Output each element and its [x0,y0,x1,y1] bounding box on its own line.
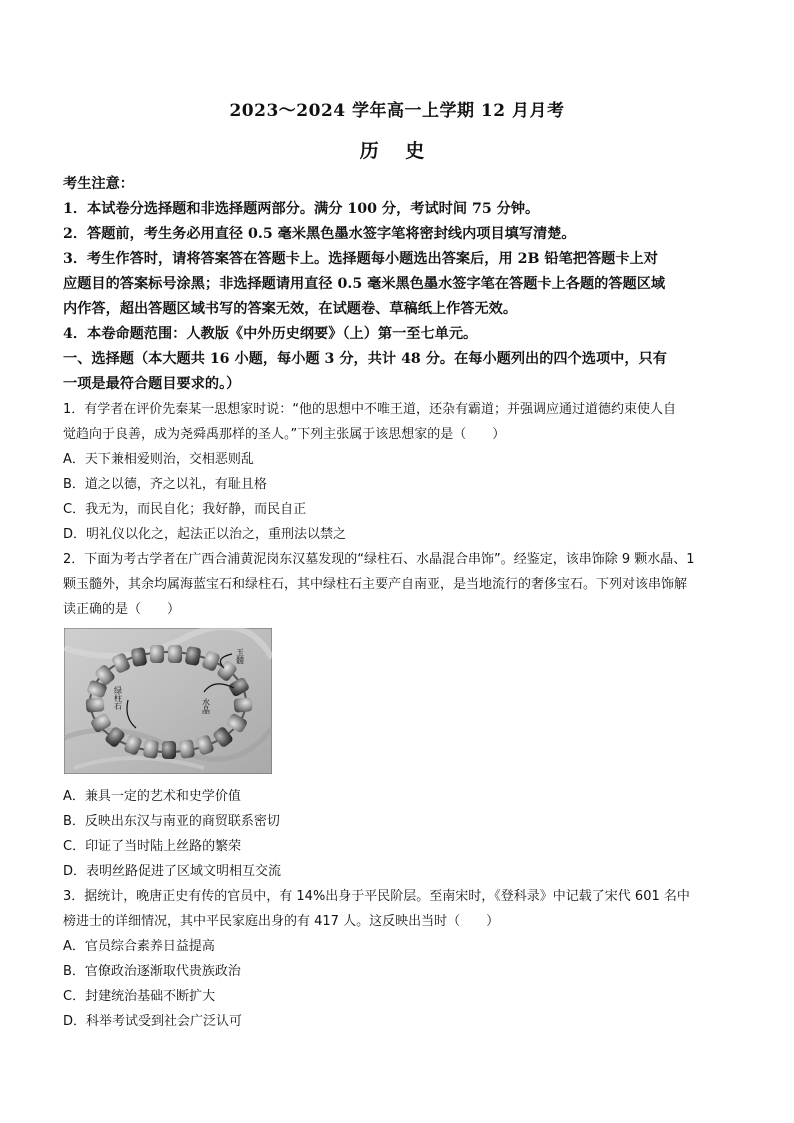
option-b: B．官僚政治逐渐取代贵族政治 [63,964,241,979]
question-stem: 1．有学者在评价先秦某一思想家时说：“他的思想中不唯王道，还杂有霸道；并强调应通过道德约束使人自 [63,402,677,417]
notice-item: 2．答题前，考生务必用直径 0.5 毫米黑色墨水签字笔将密封线内项目填写清楚。 [63,226,576,242]
option-b: B．道之以德，齐之以礼，有耻且格 [63,477,267,492]
notice-heading: 考生注意： [63,176,134,192]
option-d: D．表明丝路促进了区域文明相互交流 [63,864,282,879]
question-3 [63,884,743,1034]
option-a: A．兼具一定的艺术和史学价值 [63,789,241,804]
question-stem: 2．下面为考古学者在广西合浦黄泥岗东汉墓发现的“绿柱石、水晶混合串饰”。经鉴定，该串饰除 9 颗水晶、1 [63,552,695,567]
notice-item: 应题目的答案标号涂黑；非选择题请用直径 0.5 毫米黑色墨水签字笔在答题卡上各题的答题区域 [63,276,666,292]
notice-item: 3．考生作答时，请将答案答在答题卡上。选择题每小题选出答案后，用 2B 铅笔把答题卡上对 [63,251,658,267]
section-line: 一、选择题（本大题共 16 小题，每小题 3 分，共计 48 分。在每小题列出的四个选项中，只有 [63,351,667,367]
label-beryl: 绿柱石 [113,686,123,710]
option-c: C．封建统治基础不断扩大 [63,989,216,1004]
notice-item: 4．本卷命题范围：人教版《中外历史纲要》（上）第一至七单元。 [63,326,478,342]
question-2 [63,547,743,884]
question-stem: 读正确的是（ ） [63,602,181,617]
label-crystal: 水晶 [201,698,211,714]
question-stem: 颗玉髓外，其余均属海蓝宝石和绿柱石，其中绿柱石主要产自南亚，是当地流行的奢侈宝石。下列对该串饰解 [63,577,688,592]
option-c: C．我无为，而民自化；我好静，而民自正 [63,502,307,517]
question-stem: 榜进士的详细情况，其中平民家庭出身的有 417 人。这反映出当时（ ） [63,914,500,929]
notice-item: 1．本试卷分选择题和非选择题两部分。满分 100 分，考试时间 75 分钟。 [63,201,540,217]
bracelet-photo [64,628,272,774]
option-b: B．反映出东汉与南亚的商贸联系密切 [63,814,280,829]
option-c: C．印证了当时陆上丝路的繁荣 [63,839,242,854]
exam-title: 2023～2024 学年高一上学期 12 月月考 [229,101,565,121]
section-line: 一项是最符合题目要求的。） [63,376,241,392]
section-heading [63,347,743,397]
option-d: D．明礼仪以化之，起法正以治之，重刑法以禁之 [63,527,347,542]
option-a: A．官员综合素养日益提高 [63,939,215,954]
option-a: A．天下兼相爱则治，交相恶则乱 [63,452,254,467]
label-jade: 玉髓 [235,648,245,664]
option-d: D．科举考试受到社会广泛认可 [63,1014,243,1029]
notice-block [63,172,743,347]
question-stem: 3．据统计，晚唐正史有传的官员中，有 14%出身于平民阶层。至南宋时，《登科录》中记载了宋代 601 名中 [63,889,690,904]
question-stem: 觉趋向于良善，成为尧舜禹那样的圣人。”下列主张属于该思想家的是（ ） [63,427,506,442]
subject-title: 历 史 [359,140,435,162]
notice-item: 内作答，超出答题区域书写的答案无效，在试题卷、草稿纸上作答无效。 [63,301,518,317]
question-1 [63,397,743,547]
exam-content [63,172,743,1034]
